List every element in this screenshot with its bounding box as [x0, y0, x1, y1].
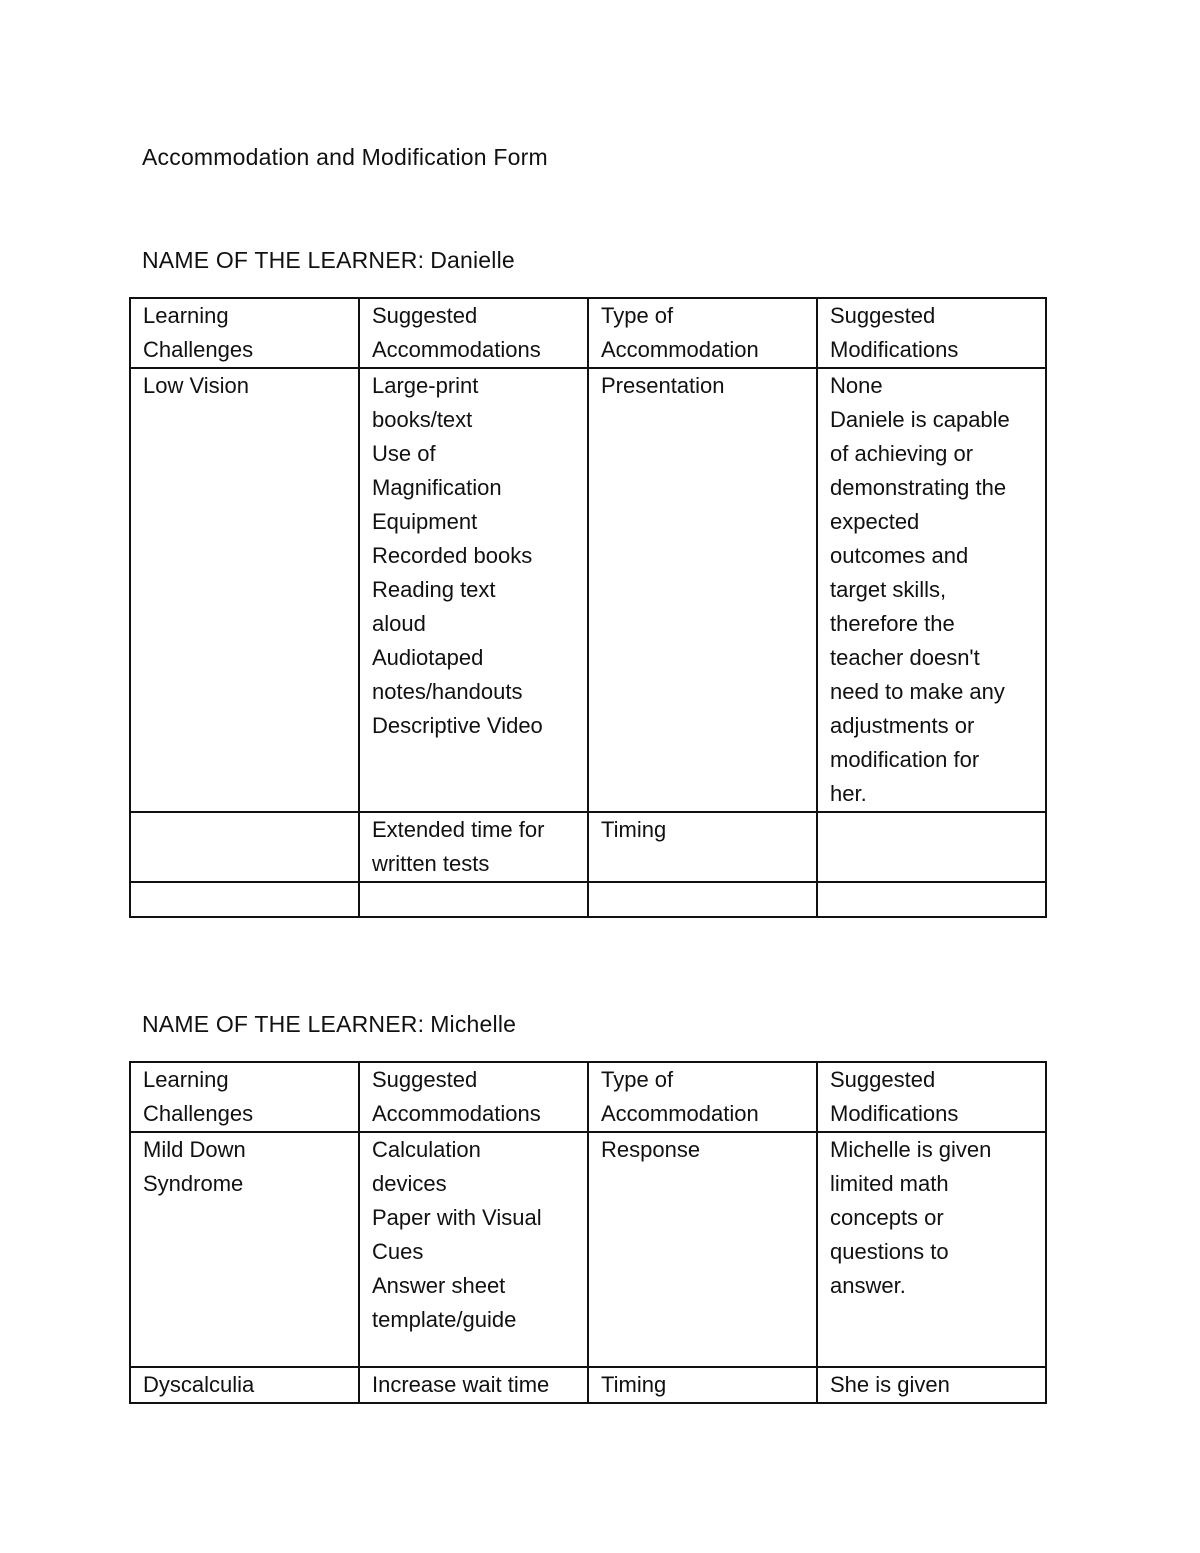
- challenges-cell: [130, 812, 359, 882]
- cell-text-line: Cues: [372, 1239, 424, 1264]
- cell-text-line: Timing: [601, 817, 667, 842]
- header-learning-challenges: Learning Challenges: [130, 298, 359, 368]
- cell-text-line: teacher doesn't: [830, 645, 980, 670]
- accommodation-table-michelle: [129, 1061, 1047, 1404]
- cell-text-line: Recorded books: [372, 543, 533, 568]
- challenges-cell: [130, 1132, 359, 1367]
- table-header-row: [130, 1062, 1046, 1132]
- accommodations-cell: [359, 812, 588, 882]
- cell-text-line: Presentation: [601, 373, 725, 398]
- cell-text-line: Increase wait time: [372, 1372, 550, 1397]
- cell-text-line: devices: [372, 1171, 447, 1196]
- cell-text-line: Extended time for: [372, 817, 545, 842]
- learner-name-michelle: [142, 1011, 516, 1038]
- learner-name-label: NAME OF THE LEARNER:: [142, 1011, 425, 1037]
- cell-text-line: Timing: [601, 1372, 667, 1397]
- modifications-cell: [817, 882, 1046, 917]
- header-type-of-accommodation: Type of Accommodation: [588, 1062, 817, 1132]
- table-header-row: [130, 298, 1046, 368]
- table-row: [130, 368, 1046, 812]
- accommodation-table-danielle: [129, 297, 1047, 918]
- cell-text-line: None: [830, 373, 883, 398]
- cell-text-line: need to make any: [830, 679, 1005, 704]
- table-row: [130, 882, 1046, 917]
- learner-name-label: NAME OF THE LEARNER:: [142, 247, 425, 273]
- challenges-cell: [130, 882, 359, 917]
- type-cell: [588, 1367, 817, 1403]
- cell-text-line: demonstrating the: [830, 475, 1007, 500]
- header-type-of-accommodation: Type of Accommodation: [588, 298, 817, 368]
- challenges-cell: [130, 1367, 359, 1403]
- cell-text-line: Response: [601, 1137, 701, 1162]
- cell-text-line: Equipment: [372, 509, 478, 534]
- accommodations-cell: [359, 1132, 588, 1367]
- cell-text-line: her.: [830, 781, 867, 806]
- type-cell: [588, 812, 817, 882]
- cell-text-line: Use of: [372, 441, 436, 466]
- modifications-cell: [817, 368, 1046, 812]
- cell-text-line: outcomes and: [830, 543, 969, 568]
- learner-name-value: Danielle: [430, 247, 515, 273]
- modifications-cell: [817, 1132, 1046, 1367]
- cell-text-line: Magnification: [372, 475, 502, 500]
- cell-text-line: Descriptive Video: [372, 713, 543, 738]
- header-suggested-modifications: Suggested Modifications: [817, 1062, 1046, 1132]
- type-cell: [588, 368, 817, 812]
- cell-text-line: target skills,: [830, 577, 947, 602]
- cell-text-line: Audiotaped: [372, 645, 484, 670]
- cell-text-line: answer.: [830, 1273, 906, 1298]
- cell-text-line: expected: [830, 509, 920, 534]
- header-suggested-accommodations: Suggested Accommodations: [359, 1062, 588, 1132]
- cell-text-line: She is given: [830, 1372, 950, 1397]
- cell-text-line: Dyscalculia: [143, 1372, 255, 1397]
- cell-text-line: aloud: [372, 611, 426, 636]
- cell-text-line: Calculation: [372, 1137, 481, 1162]
- form-title: Accommodation and Modification Form: [142, 144, 548, 170]
- cell-text-line: Michelle is given: [830, 1137, 992, 1162]
- cell-text-line: adjustments or: [830, 713, 975, 738]
- modifications-cell: [817, 812, 1046, 882]
- header-suggested-modifications: Suggested Modifications: [817, 298, 1046, 368]
- table-row: [130, 1132, 1046, 1367]
- header-learning-challenges: Learning Challenges: [130, 1062, 359, 1132]
- type-cell: [588, 882, 817, 917]
- learner-name-danielle: [142, 247, 515, 274]
- cell-text-line: limited math: [830, 1171, 949, 1196]
- accommodations-cell: [359, 882, 588, 917]
- cell-text-line: modification for: [830, 747, 980, 772]
- table-row: [130, 812, 1046, 882]
- type-cell: [588, 1132, 817, 1367]
- cell-text-line: Daniele is capable: [830, 407, 1010, 432]
- cell-text-line: written tests: [372, 851, 490, 876]
- cell-text-line: of achieving or: [830, 441, 974, 466]
- accommodations-cell: [359, 1367, 588, 1403]
- cell-text-line: Reading text: [372, 577, 496, 602]
- cell-text-line: books/text: [372, 407, 473, 432]
- cell-text-line: concepts or: [830, 1205, 944, 1230]
- cell-text-line: Paper with Visual: [372, 1205, 542, 1230]
- cell-text-line: Mild Down: [143, 1137, 246, 1162]
- table-row: [130, 1367, 1046, 1403]
- cell-text-line: questions to: [830, 1239, 949, 1264]
- header-suggested-accommodations: Suggested Accommodations: [359, 298, 588, 368]
- accommodations-cell: [359, 368, 588, 812]
- cell-text-line: template/guide: [372, 1307, 517, 1332]
- challenges-cell: [130, 368, 359, 812]
- cell-text-line: Answer sheet: [372, 1273, 506, 1298]
- modifications-cell: [817, 1367, 1046, 1403]
- cell-text-line: Large-print: [372, 373, 479, 398]
- cell-text-line: Low Vision: [143, 373, 249, 398]
- learner-name-value: Michelle: [430, 1011, 517, 1037]
- cell-text-line: Syndrome: [143, 1171, 244, 1196]
- cell-text-line: notes/handouts: [372, 679, 523, 704]
- cell-text-line: therefore the: [830, 611, 955, 636]
